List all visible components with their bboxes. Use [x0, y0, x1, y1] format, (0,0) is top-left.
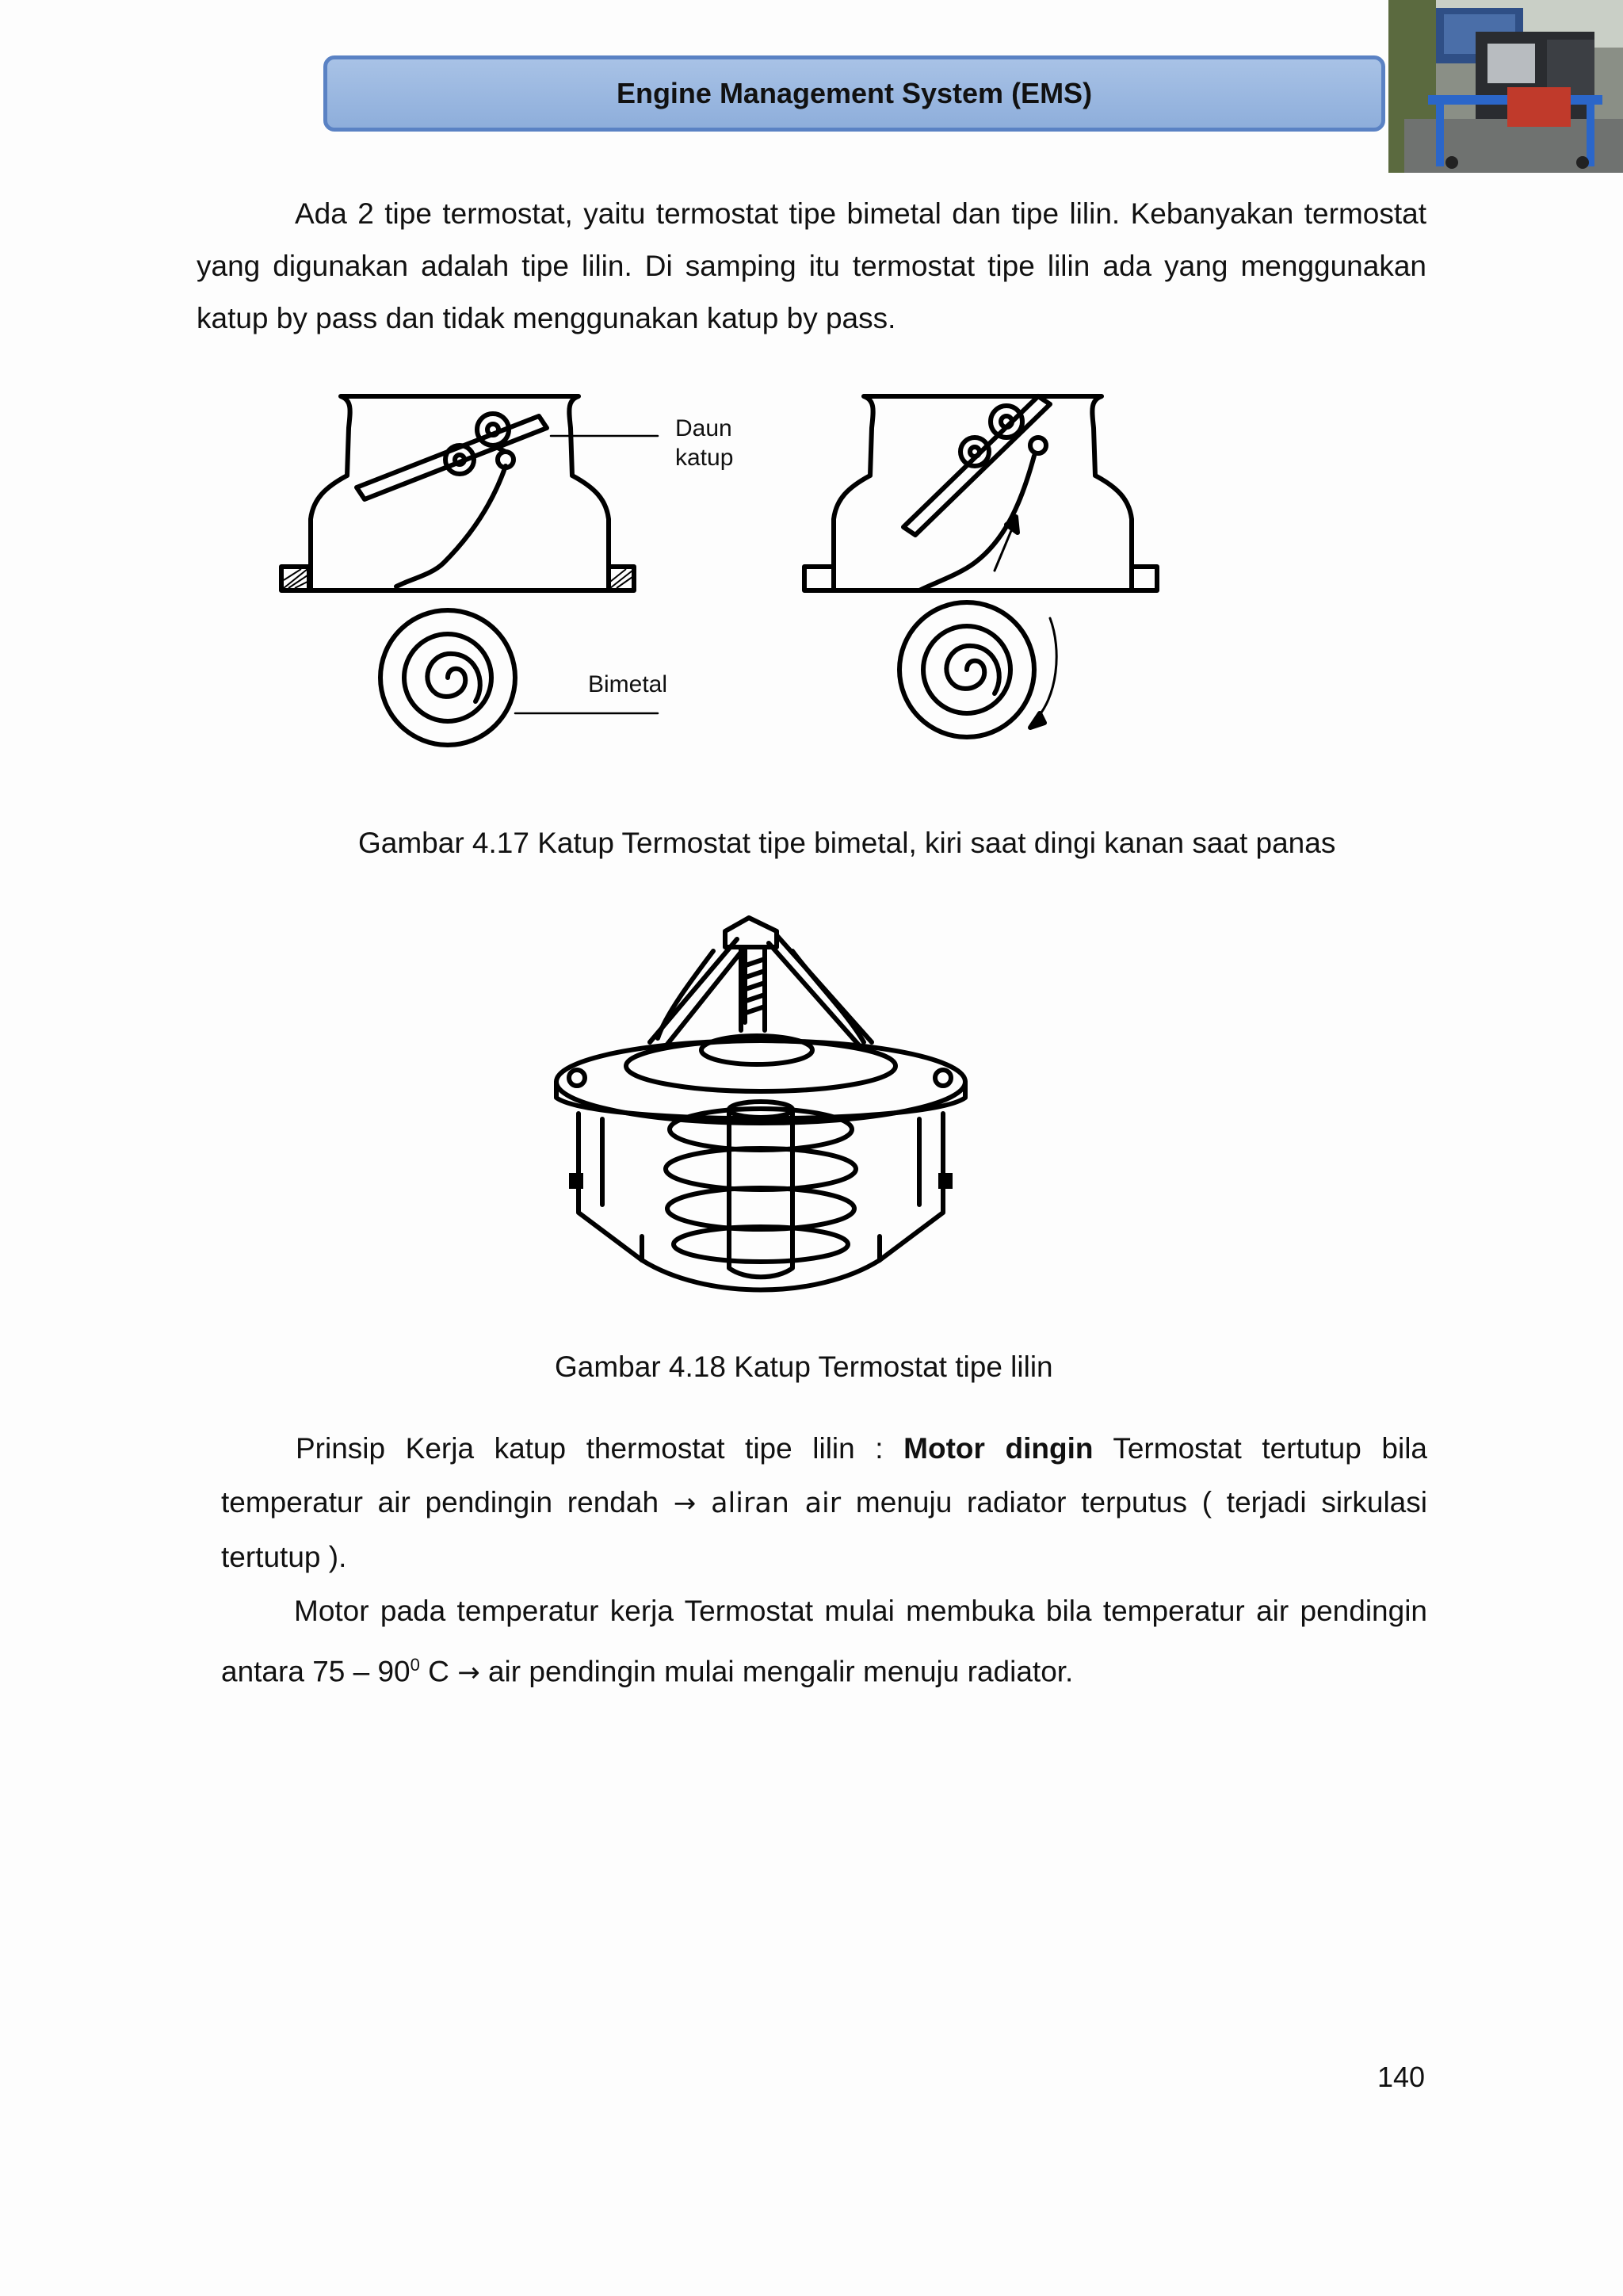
principle-line-5-c: air pendingin mulai mengalir menuju radiator.	[487, 1655, 1074, 1688]
left-linkage-arm	[396, 466, 506, 586]
principle-line-2-flow: aliran air	[711, 1488, 842, 1519]
label-daun: Daun	[675, 415, 732, 441]
degree-superscript: 0	[410, 1655, 420, 1675]
principle-line-1-b: Termostat tertutup bila	[1113, 1432, 1427, 1465]
page-number: 140	[1377, 2061, 1426, 2093]
figure-4-18-caption: Gambar 4.18 Katup Termostat tipe lilin	[555, 1350, 1053, 1383]
header-title-text: Engine Management System (EMS)	[616, 77, 1093, 109]
intro-line-3: katup by pass dan tidak menggunakan katup by pass.	[197, 302, 896, 334]
right-housing	[834, 396, 1133, 590]
figure-4-17-caption: Gambar 4.17 Katup Termostat tipe bimetal, kiri saat dingi kanan saat panas	[358, 827, 1336, 859]
principle-line-2-b: menuju radiator terputus ( terjadi sirkulasi	[855, 1486, 1427, 1519]
principle-line-4: Motor pada temperatur kerja Termostat mulai membuka bila temperatur air pendingin	[294, 1595, 1427, 1627]
intro-line-1: Ada 2 tipe termostat, yaitu termostat tipe bimetal dan tipe lilin. Kebanyakan termostat	[295, 197, 1426, 230]
left-bimetal-coil	[380, 610, 515, 745]
right-bimetal-coil	[899, 602, 1034, 737]
principle-line-5	[221, 1638, 1427, 1699]
intro-line-2: yang digunakan adalah tipe lilin. Di samping itu termostat tipe lilin ada yang menggunakan	[197, 250, 1426, 282]
header-engine-photo	[1388, 0, 1623, 173]
bimetal-thermostat-figure	[277, 380, 1165, 761]
intro-paragraph	[197, 188, 1426, 345]
wax-pellet	[729, 1110, 792, 1277]
principle-line-3: tertutup ).	[221, 1541, 347, 1573]
principle-line-1	[221, 1422, 1427, 1476]
principle-paragraph	[221, 1422, 1427, 1699]
right-arrow-icon: →	[457, 1656, 480, 1689]
principle-line-2	[221, 1476, 1427, 1530]
label-katup: katup	[675, 445, 734, 471]
left-housing	[311, 396, 609, 590]
label-bimetal: Bimetal	[588, 671, 668, 697]
celsius-unit: C	[428, 1655, 449, 1688]
principle-line-1-a: Prinsip Kerja katup thermostat tipe lilin :	[296, 1432, 884, 1465]
page-header-title	[323, 55, 1385, 132]
principle-line-2-a: temperatur air pendingin rendah	[221, 1486, 659, 1519]
right-arrow-icon: →	[673, 1488, 697, 1519]
motor-dingin-bold: Motor dingin	[903, 1432, 1094, 1465]
temperature-range: antara 75 – 90	[221, 1655, 411, 1688]
left-valve-leaf	[357, 416, 547, 499]
thermostat-spring	[666, 1109, 856, 1262]
wax-thermostat-figure	[547, 911, 975, 1316]
